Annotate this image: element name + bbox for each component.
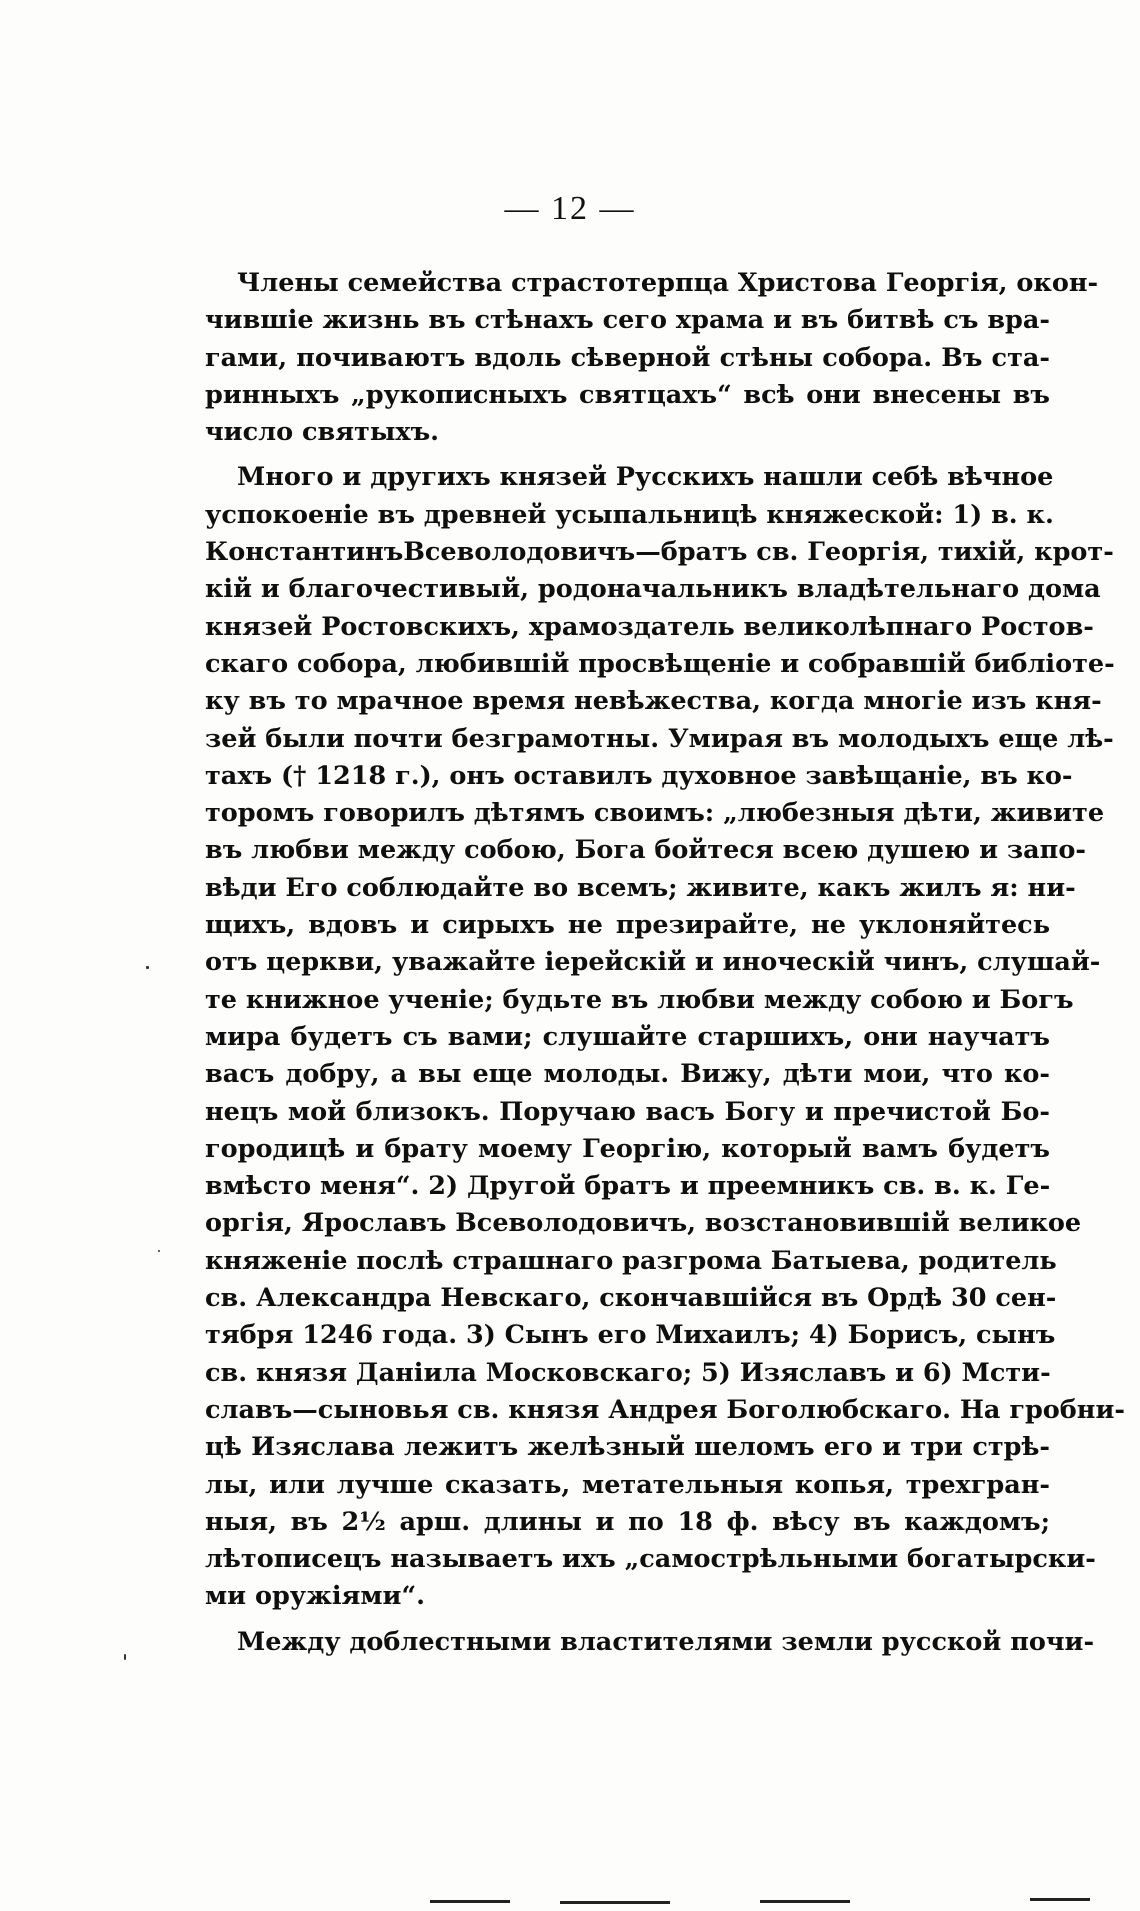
text-line: Члены семейства страстотерпца Христова Георгія, окон- — [237, 268, 1099, 298]
text-line: лѣтописецъ называетъ ихъ „самострѣльными богатырски- — [205, 1544, 1096, 1575]
text-line: оргія, Ярославъ Всеволодовичъ, возстановившій великое — [205, 1208, 1082, 1239]
text-line: число святыхъ. — [205, 417, 440, 448]
text-line: торомъ говорилъ дѣтямъ своимъ: „любезныя дѣти, живите — [205, 798, 1105, 829]
text-line: въ любви между собою, Бога бойтеся всею душею и запо- — [205, 835, 1086, 866]
text-line: вѣди Его соблюдайте во всемъ; живите, какъ жилъ я: ни- — [205, 872, 1076, 903]
paragraph-2 — [205, 459, 1125, 1615]
body-text — [205, 265, 1125, 1669]
text-line: княженіе послѣ страшнаго разгрома Батыева, родитель — [205, 1245, 1057, 1276]
text-line: те книжное ученіе; будьте въ любви между собою и Богъ — [205, 984, 1074, 1015]
text-line: лы, или лучше сказать, метательныя копья, трехгран- — [205, 1469, 1050, 1500]
text-line: чившіе жизнь въ стѣнахъ сего храма и въ битвѣ съ вра- — [205, 305, 1050, 336]
text-line: гами, почиваютъ вдоль сѣверной стѣны собора. Въ ста- — [205, 342, 1050, 373]
text-line: св. князя Даніила Московскаго; 5) Изяславъ и 6) Мсти- — [205, 1357, 1051, 1388]
text-line: КонстантинъВсеволодовичъ—братъ св. Георгія, тихій, крот- — [205, 537, 1114, 568]
text-line: отъ церкви, уважайте іерейскій и иноческій чинъ, слушай- — [205, 947, 1101, 978]
paragraph-3 — [205, 1624, 1095, 1661]
scan-edge-mark — [760, 1900, 850, 1903]
text-line: ку въ то мрачное время невѣжества, когда многіе изъ кня- — [205, 686, 1102, 717]
text-line: городицѣ и брату моему Георгію, который вамъ будетъ — [205, 1133, 1050, 1164]
text-line: ми оружіями“. — [205, 1581, 425, 1612]
text-line: зей были почти безграмотны. Умирая въ молодыхъ еще лѣ- — [205, 723, 1114, 754]
scan-speck — [124, 1654, 126, 1660]
text-line: ринныхъ „рукописныхъ святцахъ“ всѣ они внесены въ — [205, 379, 1050, 410]
text-line: славъ—сыновья св. князя Андрея Боголюбскаго. На гробни- — [205, 1394, 1125, 1425]
text-line: вмѣсто меня“. 2) Другой братъ и преемникъ св. в. к. Ге- — [205, 1171, 1051, 1202]
page-number: — 12 — — [504, 190, 636, 227]
text-line: св. Александра Невскаго, скончавшійся въ Ордѣ 30 сен- — [205, 1283, 1057, 1314]
text-line: скаго собора, любившій просвѣщеніе и собравшій библіоте- — [205, 648, 1115, 679]
text-line: Много и другихъ князей Русскихъ нашли себѣ вѣчное — [237, 462, 1054, 493]
text-line: васъ добру, а вы еще молоды. Вижу, дѣти мои, что ко- — [205, 1059, 1050, 1090]
text-line: щихъ, вдовъ и сирыхъ не презирайте, не уклоняйтесь — [205, 910, 1050, 941]
scan-edge-mark — [560, 1901, 670, 1904]
text-line: князей Ростовскихъ, храмоздатель великолѣпнаго Ростов- — [205, 611, 1094, 642]
text-line: тахъ († 1218 г.), онъ оставилъ духовное завѣщаніе, въ ко- — [205, 760, 1073, 791]
text-line: ныя, въ 2½ арш. длины и по 18 ф. вѣсу въ каждомъ; — [205, 1506, 1050, 1537]
text-line: мира будетъ съ вами; слушайте старшихъ, они научатъ — [205, 1021, 1050, 1052]
paragraph-1 — [205, 265, 1099, 451]
text-line: кій и благочестивый, родоначальникъ владѣтельнаго дома — [205, 574, 1101, 605]
scan-edge-mark — [1030, 1898, 1090, 1901]
text-line: нецъ мой близокъ. Поручаю васъ Богу и пречистой Бо- — [205, 1096, 1050, 1127]
scan-speck — [158, 1250, 160, 1252]
scan-speck — [146, 966, 149, 969]
text-line: Между доблестными властителями земли русской почи- — [237, 1626, 1095, 1657]
text-line: цѣ Изяслава лежитъ желѣзный шеломъ его и три стрѣ- — [205, 1432, 1050, 1463]
scan-edge-mark — [430, 1900, 510, 1903]
text-line: успокоеніе въ древней усыпальницѣ княжеской: 1) в. к. — [205, 499, 1054, 530]
text-line: тября 1246 года. 3) Сынъ его Михаилъ; 4) Борисъ, сынъ — [205, 1320, 1056, 1351]
